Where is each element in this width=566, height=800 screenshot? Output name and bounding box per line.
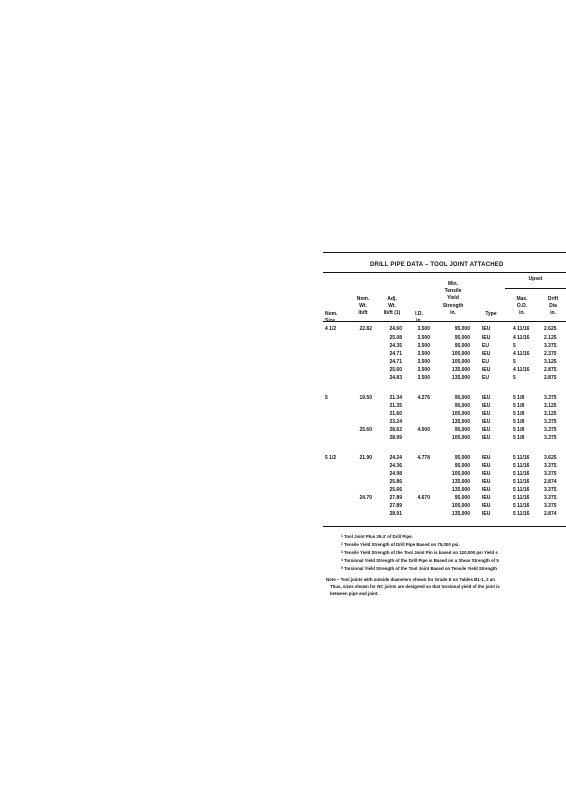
table-row [0,495,566,503]
cell-ts: 135,000 [451,419,470,425]
table-row [0,335,566,343]
cell-od: 4 11/16 [513,351,530,357]
cell-type: IEU [482,335,491,341]
cell-drift: 2.375 [544,351,557,357]
cell-type: IEU [482,487,491,493]
cell-nom: 19.50 [359,395,372,401]
cell-ts: 95,000 [454,427,470,433]
cell-adj: 24.71 [389,359,402,365]
cell-ts: 95,000 [454,455,470,461]
cell-adj: 25.86 [389,479,402,485]
cell-nom: 21.90 [359,455,372,461]
header-upset: Upset [528,276,543,282]
cell-drift: 3.375 [544,495,557,501]
cell-id: 3.500 [417,375,430,381]
cell-ts: 95,000 [454,463,470,469]
cell-drift: 2.875 [544,375,557,381]
cell-drift: 3.375 [544,463,557,469]
table-row [0,395,566,403]
cell-adj: 28.62 [389,427,402,433]
table-row [0,455,566,463]
upset-rule [505,288,566,289]
cell-type: IEU [482,455,491,461]
cell-drift: 3.125 [544,403,557,409]
cell-type: IEU [482,435,491,441]
footnote-5: $^5$ Torsional Yield Strength of the Tool Joint Based on Tensile Yield Strength [341,566,497,571]
header-rule [323,321,566,322]
table-row [0,463,566,471]
cell-drift: 2.625 [544,326,557,332]
cell-od: 5 11/16 [513,495,530,501]
cell-type: IEU [482,367,491,373]
cell-nom: 24.70 [359,495,372,501]
footnote-2: $^2$ Tensile Yield Strength of Drill Pipe Based on 75,000 psi. [341,542,460,547]
cell-id: 3.500 [417,326,430,332]
cell-adj: 25.60 [389,367,402,373]
cell-type: IEU [482,471,491,477]
table-row [0,479,566,487]
note-line-2: Thus, sizes shown for NC joints are designed so that torsional yield of the joint is [330,584,500,589]
table-row [0,351,566,359]
top-rule [323,252,566,253]
cell-nom: 22.82 [359,326,372,332]
cell-type: IEU [482,351,491,357]
cell-id: 4.778 [417,455,430,461]
cell-adj: 24.60 [389,326,402,332]
table-row [0,367,566,375]
cell-adj: 24.24 [389,455,402,461]
cell-drift: 2.875 [544,367,557,373]
cell-od: 4 11/16 [513,335,530,341]
cell-adj: 25.08 [389,335,402,341]
cell-type: IEU [482,511,491,517]
cell-drift: 2.874 [544,511,557,517]
cell-od: 5 11/16 [513,511,530,517]
cell-ts: 95,000 [454,335,470,341]
cell-drift: 3.625 [544,455,557,461]
note-line-1: Note – Tool joints with outside diameters shown for Grade E on Tables B1-1, 2 an [326,577,495,582]
header-nom-wt: Nom. Wt. lb/ft [356,296,370,317]
cell-od: 5 11/16 [513,471,530,477]
cell-drift: 3.125 [544,359,557,365]
cell-type: IEU [482,411,491,417]
cell-id: 4.670 [417,495,430,501]
cell-adj: 25.66 [389,487,402,493]
title-rule [323,272,566,273]
cell-type: IEU [482,395,491,401]
header-drift: Drift Dia in. [547,296,559,317]
footnote-1: $^1$ Tool Joint Plus 29.4' of Drill Pipe. [341,534,413,539]
cell-od: 5 [513,375,516,381]
table-row [0,359,566,367]
header-tensile: Min. Tensile Yield Strength in. [442,281,464,316]
cell-type: IEU [482,326,491,332]
cell-od: 5 [513,343,516,349]
footnote-4: $^4$ Torsional Yield Strength of the Drill Pipe is Based on a Shear Strength of 5 [341,558,499,563]
cell-type: EU [482,359,489,365]
cell-type: IEU [482,403,491,409]
cell-ts: 105,000 [451,471,470,477]
cell-type: IEU [482,419,491,425]
cell-drift: 2.125 [544,335,557,341]
cell-adj: 28.91 [389,511,402,517]
table-row [0,403,566,411]
cell-ts: 105,000 [451,351,470,357]
cell-ts: 95,000 [454,403,470,409]
note-line-3: between pipe and joint. [330,591,379,596]
cell-adj: 21.34 [389,395,402,401]
cell-id: 3.500 [417,359,430,365]
cell-id: 3.500 [417,335,430,341]
cell-type: IEU [482,503,491,509]
cell-ts: 135,000 [451,367,470,373]
cell-ts: 95,000 [454,343,470,349]
table-row [0,487,566,495]
cell-od: 5 [513,359,516,365]
cell-od: 4 11/16 [513,367,530,373]
table-title: DRILL PIPE DATA – TOOL JOINT ATTACHED [370,262,504,268]
cell-od: 5 1/8 [513,427,525,433]
cell-size: 5 1/2 [325,455,337,461]
cell-ts: 135,000 [451,375,470,381]
cell-drift: 3.375 [544,487,557,493]
cell-adj: 24.35 [389,343,402,349]
table-row [0,435,566,443]
header-adj-wt: Adj. Wt. lb/ft (1) [383,296,401,317]
cell-adj: 24.71 [389,351,402,357]
cell-adj: 24.98 [389,471,402,477]
cell-od: 5 11/16 [513,487,530,493]
cell-od: 5 1/8 [513,419,525,425]
cell-drift: 2.874 [544,479,557,485]
cell-ts: 135,000 [451,487,470,493]
cell-adj: 24.83 [389,375,402,381]
header-nom-size: Nom. [325,311,338,317]
cell-adj: 24.36 [389,463,402,469]
cell-ts: 105,000 [451,503,470,509]
cell-type: IEU [482,479,491,485]
cell-id: 3.500 [417,343,430,349]
cell-type: EU [482,375,489,381]
cell-ts: 105,000 [451,411,470,417]
cell-od: 5 1/8 [513,411,525,417]
bottom-rule [323,526,566,527]
cell-ts: 105,000 [451,435,470,441]
cell-adj: 21.35 [389,403,402,409]
cell-ts: 105,000 [451,359,470,365]
table-row [0,419,566,427]
cell-type: IEU [482,427,491,433]
cell-id: 3.500 [417,367,430,373]
cell-id: 4.276 [417,395,430,401]
cell-od: 5 1/8 [513,403,525,409]
table-row [0,326,566,334]
table-row [0,411,566,419]
footnote-3: $^3$ Tensile Yield Strength of the Tool Joint Pin is based on 120,000 psi Yield s [341,550,498,555]
table-row [0,471,566,479]
cell-id: 4.000 [417,427,430,433]
cell-nom: 25.60 [359,427,372,433]
cell-drift: 3.375 [544,395,557,401]
table-row [0,343,566,351]
table-row [0,427,566,435]
table-row [0,375,566,383]
cell-type: IEU [482,495,491,501]
cell-drift: 3.375 [544,435,557,441]
header-od: Max. O.D. in. [516,296,528,317]
cell-size: 5 [325,395,328,401]
header-type: Type [485,311,497,317]
cell-id: 3.500 [417,351,430,357]
cell-ts: 95,000 [454,326,470,332]
cell-type: IEU [482,463,491,469]
cell-adj: 27.89 [389,495,402,501]
cell-adj: 27.89 [389,503,402,509]
cell-od: 5 1/8 [513,395,525,401]
cell-adj: 23.24 [389,419,402,425]
cell-od: 5 11/16 [513,503,530,509]
cell-drift: 3.375 [544,503,557,509]
cell-adj: 21.60 [389,411,402,417]
cell-drift: 3.375 [544,471,557,477]
cell-ts: 135,000 [451,479,470,485]
cell-ts: 135,000 [451,511,470,517]
cell-adj: 28.99 [389,435,402,441]
cell-ts: 95,000 [454,495,470,501]
cell-drift: 3.125 [544,411,557,417]
cell-drift: 3.375 [544,343,557,349]
cell-od: 5 1/8 [513,435,525,441]
cell-od: 5 11/16 [513,455,530,461]
table-row [0,511,566,519]
cell-size: 4 1/2 [325,326,337,332]
table-row [0,503,566,511]
cell-drift: 3.375 [544,419,557,425]
cell-od: 5 11/16 [513,479,530,485]
cell-type: EU [482,343,489,349]
cell-od: 5 11/16 [513,463,530,469]
cell-drift: 3.375 [544,427,557,433]
header-id: I.D. [415,311,423,317]
cell-ts: 95,000 [454,395,470,401]
cell-od: 4 11/16 [513,326,530,332]
